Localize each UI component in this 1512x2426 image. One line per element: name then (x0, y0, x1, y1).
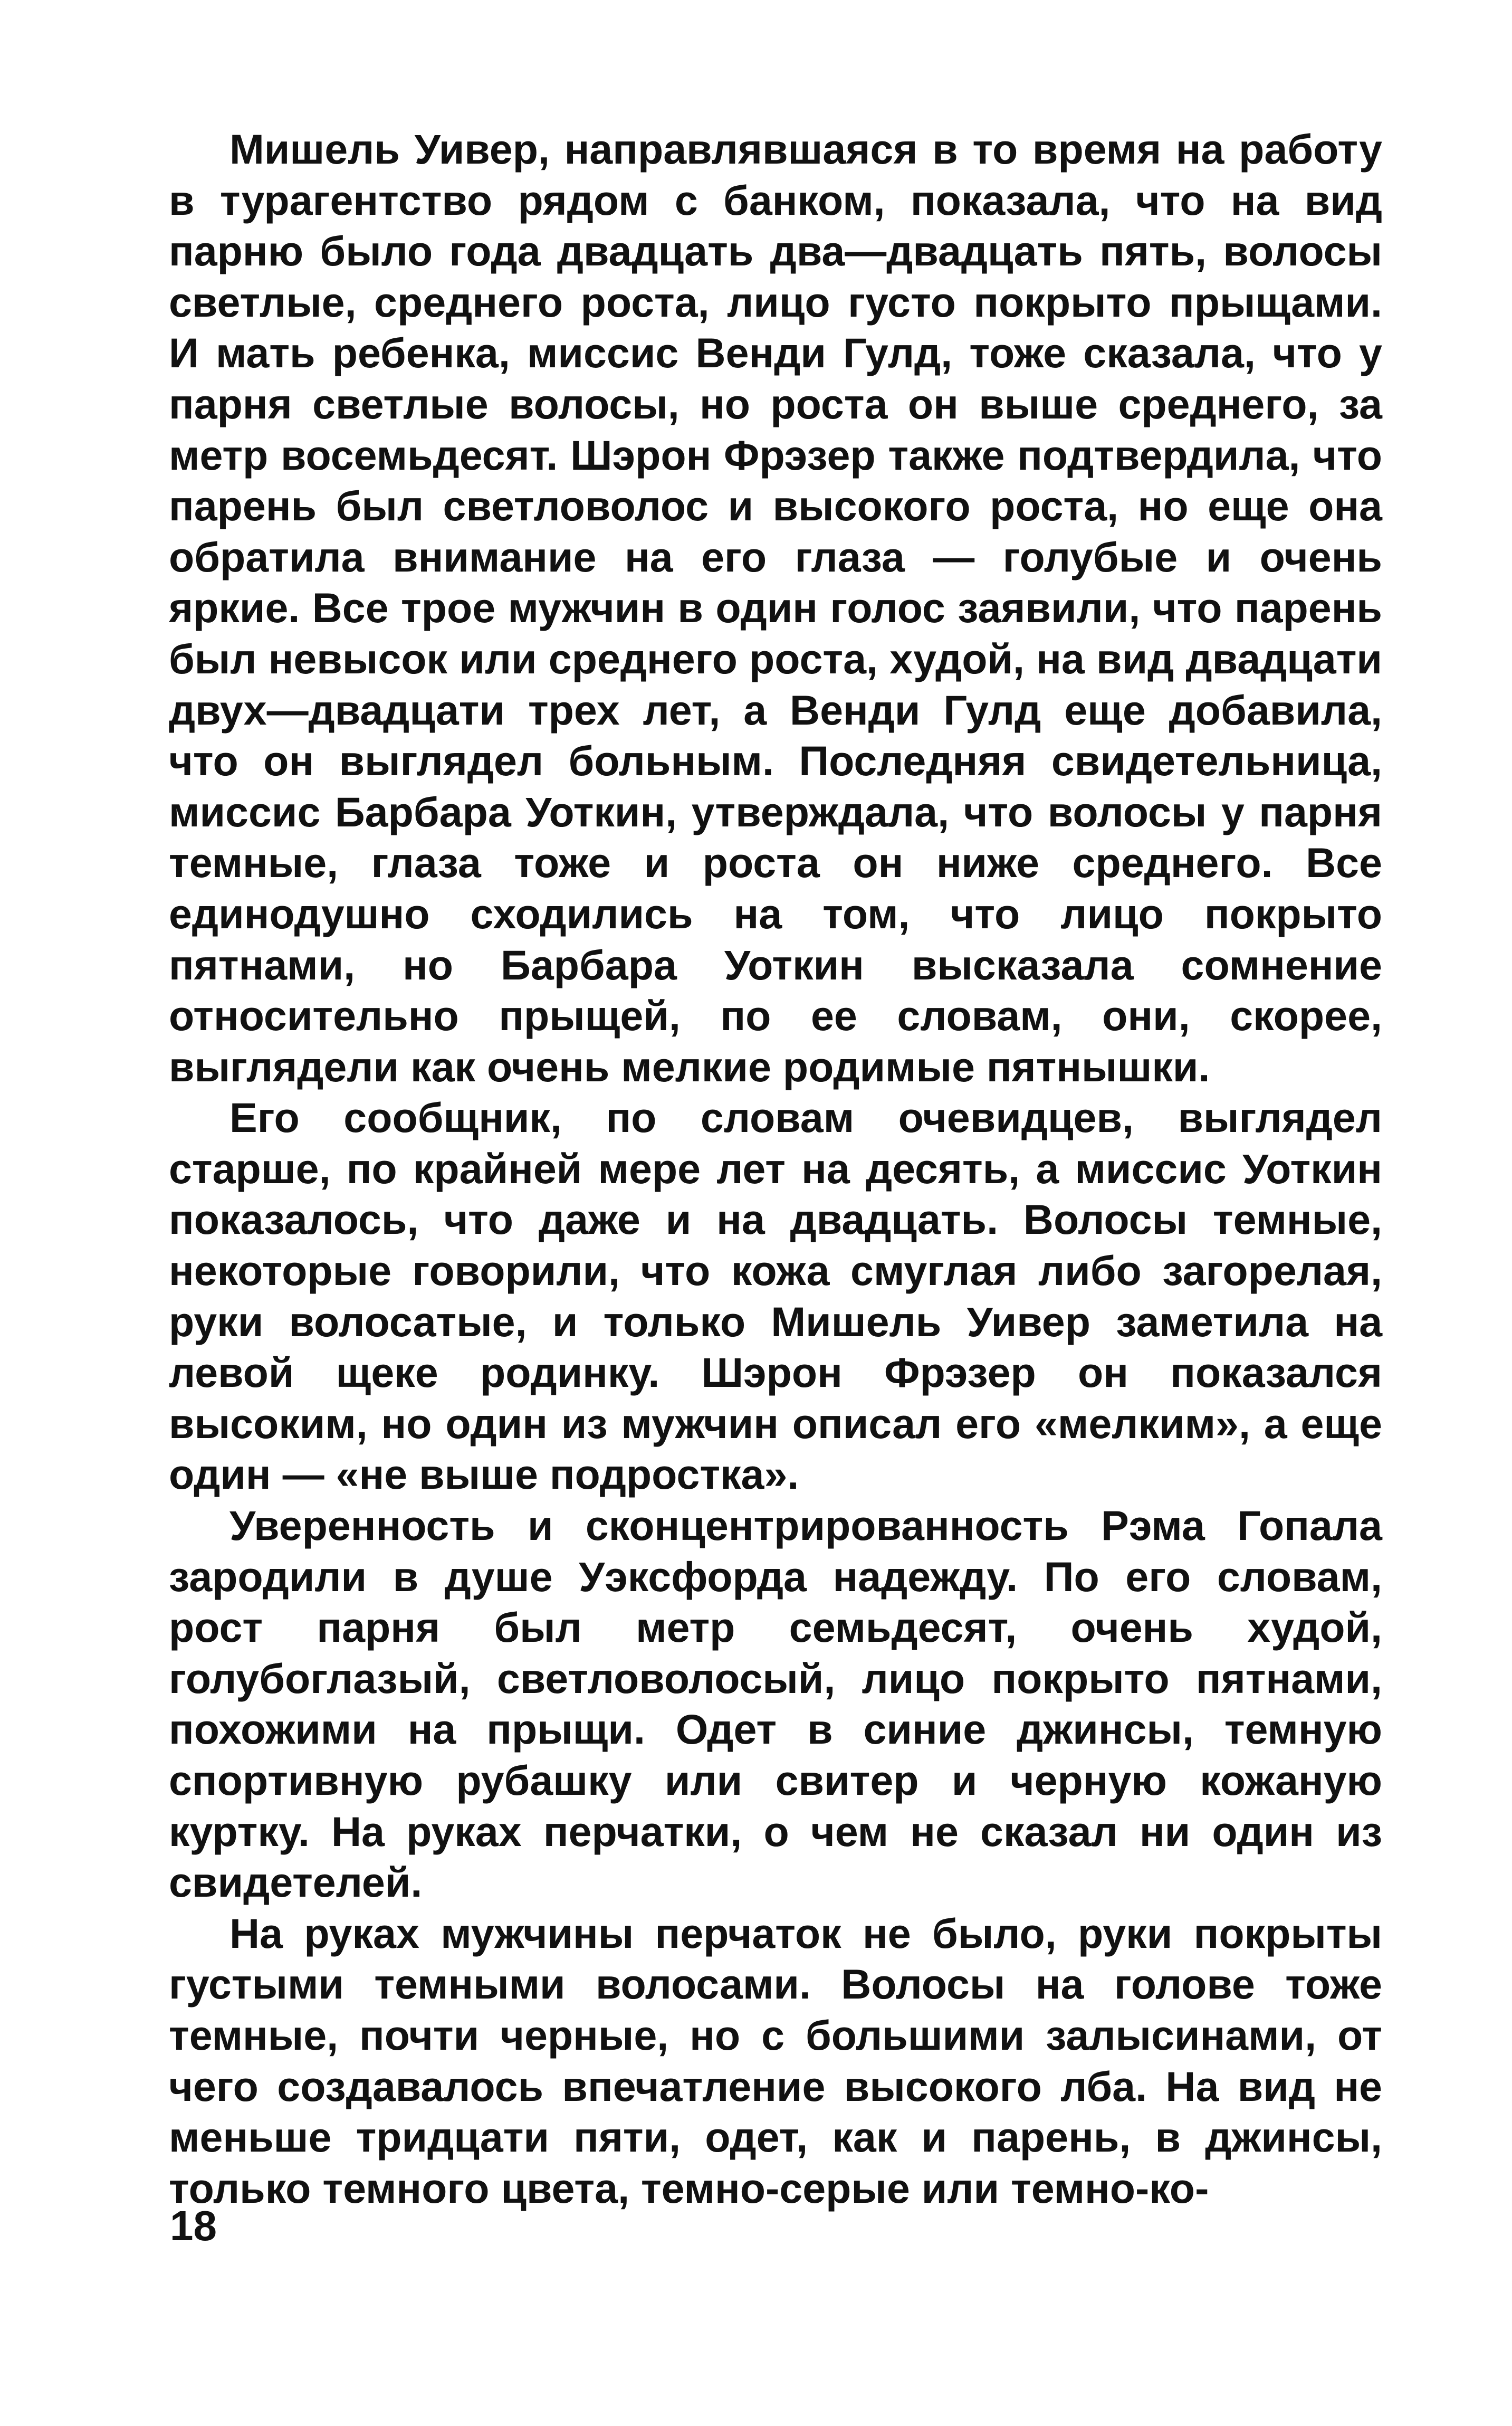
paragraph-1: Мишель Уивер, направлявшаяся в то время на работу в турагентство рядом с банком, показала, что на вид парню было года двадцать два—двадцать пять, волосы светлые, среднего роста, лицо густо покрыто прыщами. И мать ребенка, миссис Венди Гулд, тоже сказала, что у парня светлые волосы, но роста он выше среднего, за метр восемьдесят. Шэрон Фрэзер также подтвердила, что парень был светловолос и высокого роста, но еще она обратила внимание на его глаза — голубые и очень яркие. Все трое мужчин в один голос заявили, что парень был невысок или среднего роста, худой, на вид двадцати двух—двадцати трех лет, а Венди Гулд еще добавила, что он выглядел больным. Последняя свидетельница, миссис Барбара Уоткин, утверждала, что волосы у парня темные, глаза тоже и роста он ниже среднего. Все единодушно сходились на том, что лицо покрыто пятнами, но Барбара Уоткин высказала сомнение относительно прыщей, по ее словам, они, скорее, выглядели как очень мелкие родимые пятнышки. (169, 126, 1382, 1090)
page-number: 18 (170, 2202, 217, 2249)
paragraph-3: Уверенность и сконцентрированность Рэма Гопала зародили в душе Уэксфорда надежду. По его словам, рост парня был метр семьдесят, очень худой, голубоглазый, светловолосый, лицо покрыто пятнами, похожими на прыщи. Одет в синие джинсы, темную спортивную рубашку или свитер и черную кожаную куртку. На руках перчатки, о чем не сказал ни один из свидетелей. (169, 1502, 1382, 1906)
paragraph-2: Его сообщник, по словам очевидцев, выглядел старше, по крайней мере лет на десять, а миссис Уоткин показалось, что даже и на двадцать. Волосы темные, некоторые говорили, что кожа смуглая либо загорелая, руки волосатые, и только Мишель Уивер заметила на левой щеке родинку. Шэрон Фрэзер он показался высоким, но один из мужчин описал его «мелким», а еще один — «не выше подростка». (169, 1094, 1382, 1498)
body-text (169, 124, 1382, 2214)
paragraph-4: На руках мужчины перчаток не было, руки покрыты густыми темными волосами. Волосы на голове тоже темные, почти черные, но с большими залысинами, от чего создавалось впечатление высокого лба. На вид не меньше тридцати пяти, одет, как и парень, в джинсы, только темного цвета, темно-серые или темно-ко- (169, 1909, 1382, 2212)
